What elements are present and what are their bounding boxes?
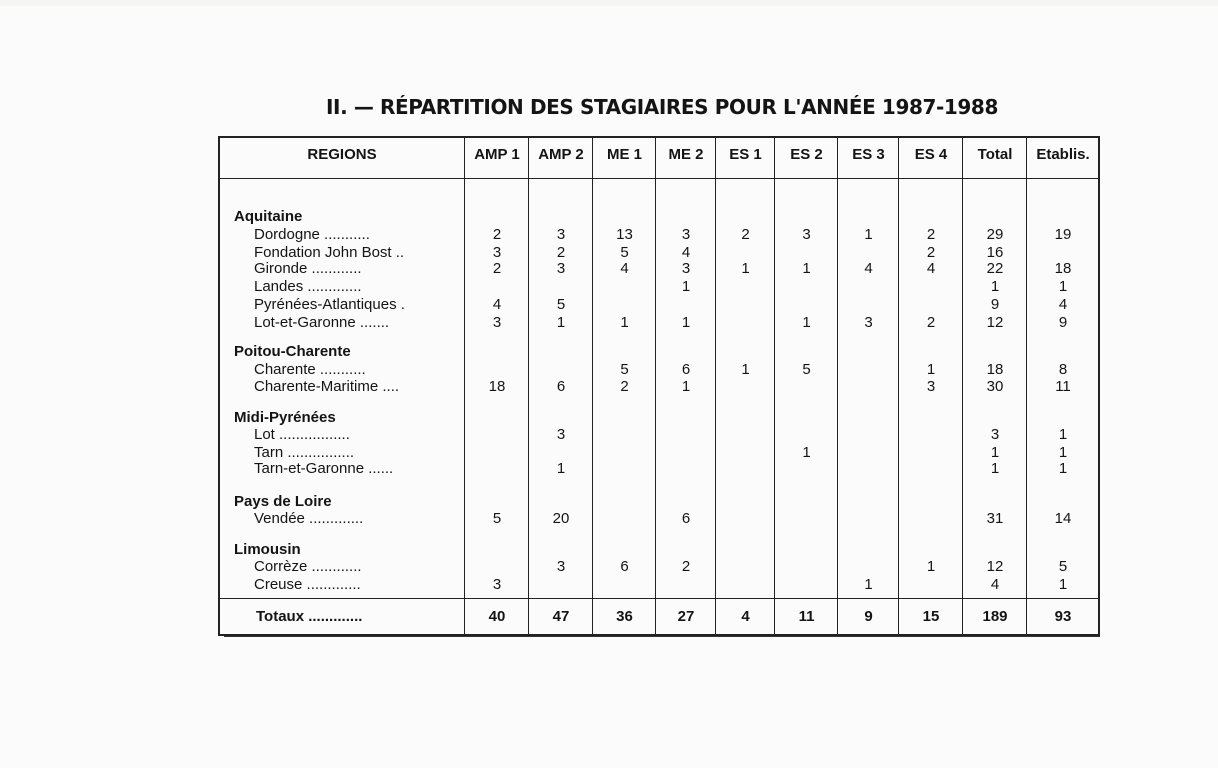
column-divider — [898, 138, 899, 634]
table-cell: 2 — [926, 244, 936, 261]
column-header: ES 2 — [790, 146, 823, 163]
totals-cell: 93 — [1054, 608, 1072, 625]
table-cell: 2 — [741, 226, 750, 243]
table-cell: 1 — [990, 278, 1000, 295]
table-cell: 18 — [1054, 260, 1072, 277]
table-cell: 5 — [620, 361, 629, 378]
table-cell: 1 — [864, 226, 873, 243]
column-header: REGIONS — [307, 146, 377, 163]
table-cell: 2 — [926, 226, 936, 243]
table-cell: 1 — [556, 314, 566, 331]
table-cell: 30 — [986, 378, 1004, 395]
table-cell: 2 — [556, 244, 566, 261]
page-title: II. — RÉPARTITION DES STAGIAIRES POUR L'ANNÉE 1987-1988 — [326, 95, 998, 119]
table-cell: 2 — [492, 260, 502, 277]
table-cell: 29 — [986, 226, 1004, 243]
table-cell: 3 — [926, 378, 936, 395]
table-cell: 8 — [1058, 361, 1068, 378]
table-cell: 1 — [802, 444, 811, 461]
table-cell: 5 — [492, 510, 502, 527]
department-name: Vendée ............. — [254, 510, 364, 527]
column-header: ES 4 — [914, 146, 948, 163]
table-cell: 1 — [926, 361, 936, 378]
column-header: ME 1 — [606, 146, 642, 163]
totals-cell: 47 — [552, 608, 570, 625]
table-cell: 12 — [986, 314, 1004, 331]
table-cell: 18 — [488, 378, 506, 395]
table-cell: 16 — [986, 244, 1004, 261]
header-divider — [220, 178, 1098, 179]
column-divider — [715, 138, 716, 634]
table-cell: 3 — [990, 426, 1000, 443]
table-cell: 11 — [1055, 378, 1071, 395]
table-cell: 1 — [990, 460, 1000, 477]
table-cell: 14 — [1054, 510, 1072, 527]
department-name: Charente ........... — [254, 361, 366, 378]
table-cell: 1 — [741, 361, 750, 378]
table-cell: 5 — [802, 361, 811, 378]
table-cell: 1 — [1058, 426, 1068, 443]
column-divider — [962, 138, 963, 634]
column-divider — [1026, 138, 1027, 634]
table-cell: 4 — [926, 260, 936, 277]
totals-cell: 27 — [677, 608, 695, 625]
column-header: AMP 1 — [474, 146, 520, 163]
column-header: ES 1 — [729, 146, 762, 163]
table-cell: 3 — [492, 576, 502, 593]
table-cell: 1 — [1058, 576, 1068, 593]
table-cell: 3 — [556, 226, 566, 243]
table-cell: 4 — [681, 244, 691, 261]
table-cell: 6 — [620, 558, 629, 575]
department-name: Tarn ................ — [254, 444, 355, 461]
table-cell: 4 — [1058, 296, 1068, 313]
table-cell: 3 — [864, 314, 873, 331]
totals-cell: 11 — [798, 608, 815, 625]
region-name: Aquitaine — [234, 208, 303, 225]
totals-label: Totaux ............. — [256, 608, 363, 625]
totals-divider — [220, 598, 1098, 599]
table-cell: 3 — [556, 260, 566, 277]
table-cell: 1 — [926, 558, 936, 575]
department-name: Corrèze ............ — [254, 558, 362, 575]
region-name: Poitou-Charente — [234, 343, 351, 360]
table-cell: 1 — [556, 460, 566, 477]
department-name: Charente-Maritime .... — [254, 378, 400, 395]
table-cell: 19 — [1054, 226, 1072, 243]
table-cell: 3 — [802, 226, 811, 243]
table-cell: 3 — [492, 244, 502, 261]
distribution-table — [218, 136, 1100, 636]
column-divider — [528, 138, 529, 634]
table-cell: 1 — [681, 378, 691, 395]
table-frame — [218, 136, 1100, 636]
table-cell: 6 — [681, 510, 691, 527]
column-divider — [464, 138, 465, 634]
table-cell: 1 — [741, 260, 750, 277]
table-cell: 4 — [864, 260, 873, 277]
table-cell: 9 — [1058, 314, 1068, 331]
column-divider — [837, 138, 838, 634]
department-name: Fondation John Bost .. — [254, 244, 405, 261]
totals-cell: 36 — [616, 608, 633, 625]
table-cell: 2 — [620, 378, 629, 395]
table-cell: 5 — [1058, 558, 1068, 575]
table-cell: 6 — [681, 361, 691, 378]
totals-cell: 4 — [741, 608, 750, 625]
table-cell: 12 — [986, 558, 1004, 575]
department-name: Tarn-et-Garonne ...... — [254, 460, 394, 477]
column-divider — [592, 138, 593, 634]
totals-cell: 40 — [488, 608, 506, 625]
table-cell: 1 — [990, 444, 1000, 461]
department-name: Landes ............. — [254, 278, 362, 295]
table-cell: 1 — [1058, 460, 1068, 477]
table-cell: 20 — [552, 510, 570, 527]
totals-cell: 9 — [864, 608, 873, 625]
table-cell: 18 — [986, 361, 1004, 378]
table-cell: 1 — [681, 314, 691, 331]
department-name: Pyrénées-Atlantiques . — [254, 296, 405, 313]
table-cell: 1 — [802, 260, 811, 277]
table-cell: 1 — [802, 314, 811, 331]
table-cell: 1 — [1058, 444, 1068, 461]
region-name: Midi-Pyrénées — [234, 409, 336, 426]
totals-cell: 189 — [982, 608, 1008, 625]
table-cell: 1 — [620, 314, 629, 331]
table-cell: 2 — [492, 226, 502, 243]
bottom-rule — [224, 636, 1100, 637]
department-name: Lot-et-Garonne ....... — [254, 314, 390, 331]
table-cell: 1 — [1058, 278, 1068, 295]
table-cell: 9 — [990, 296, 1000, 313]
column-header: ES 3 — [852, 146, 885, 163]
region-name: Pays de Loire — [234, 493, 332, 510]
column-header: AMP 2 — [538, 146, 584, 163]
column-header: Total — [977, 146, 1013, 163]
table-cell: 4 — [990, 576, 1000, 593]
table-cell: 3 — [681, 226, 691, 243]
column-header: Etablis. — [1036, 146, 1090, 163]
column-divider — [655, 138, 656, 634]
table-cell: 3 — [556, 558, 566, 575]
department-name: Creuse ............. — [254, 576, 361, 593]
table-cell: 4 — [492, 296, 502, 313]
region-name: Limousin — [234, 541, 301, 558]
table-cell: 22 — [986, 260, 1004, 277]
department-name: Dordogne ........... — [254, 226, 370, 243]
department-name: Gironde ............ — [254, 260, 362, 277]
table-cell: 5 — [620, 244, 629, 261]
column-header: ME 2 — [668, 146, 704, 163]
table-cell: 3 — [492, 314, 502, 331]
table-cell: 6 — [556, 378, 566, 395]
table-cell: 1 — [681, 278, 691, 295]
table-cell: 2 — [681, 558, 691, 575]
table-cell: 4 — [620, 260, 629, 277]
table-cell: 3 — [556, 426, 566, 443]
table-cell: 1 — [864, 576, 873, 593]
table-cell: 2 — [926, 314, 936, 331]
department-name: Lot ................. — [254, 426, 350, 443]
column-divider — [774, 138, 775, 634]
totals-cell: 15 — [922, 608, 940, 625]
table-cell: 13 — [616, 226, 633, 243]
table-cell: 3 — [681, 260, 691, 277]
table-cell: 5 — [556, 296, 566, 313]
table-cell: 31 — [986, 510, 1004, 527]
